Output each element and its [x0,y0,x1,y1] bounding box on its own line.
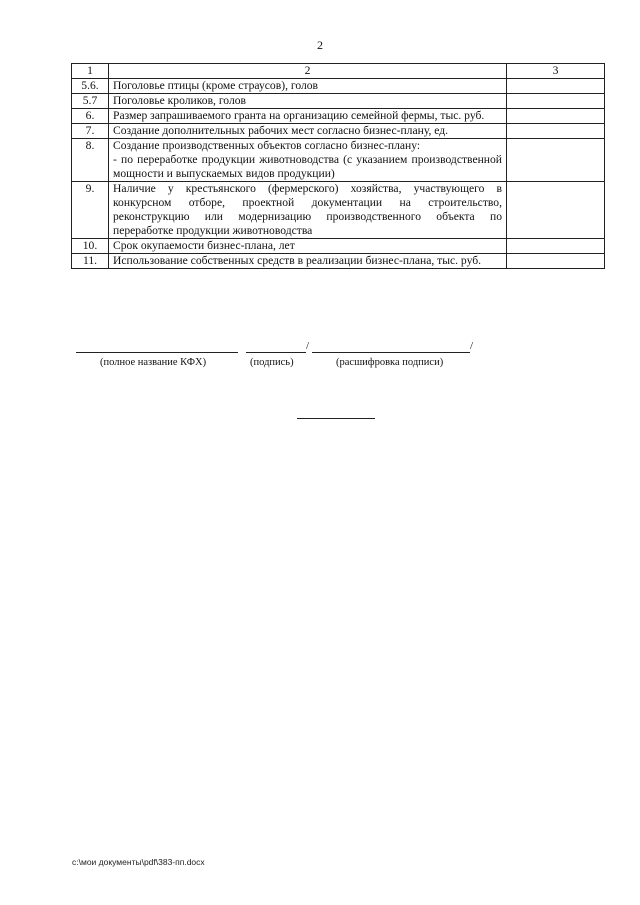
row-text: Создание дополнительных рабочих мест согласно бизнес-плану, ед. [109,124,507,139]
column-header: 3 [507,64,605,79]
table-header-row [72,64,605,79]
page-number: 2 [317,38,323,52]
column-header: 1 [72,64,109,79]
farm-name-line [76,340,238,353]
table-row [72,254,605,269]
row-value [507,124,605,139]
row-text: Срок окупаемости бизнес-плана, лет [109,239,507,254]
signature-slash: / [306,340,310,352]
column-header: 2 [109,64,507,79]
row-number: 8. [72,139,109,182]
row-value [507,254,605,269]
row-value [507,109,605,124]
table-row [72,182,605,239]
row-number: 11. [72,254,109,269]
row-text: Поголовье кроликов, голов [109,94,507,109]
row-text: Наличие у крестьянского (фермерского) хозяйства, участвующего в конкурсном отборе, проектной документации на строительство, реконструкцию или модернизацию производственного объекта по переработке продукции животноводства [109,182,507,239]
row-value [507,94,605,109]
row-number: 7. [72,124,109,139]
row-text: Использование собственных средств в реализации бизнес-плана, тыс. руб. [109,254,507,269]
row-number: 6. [72,109,109,124]
row-value [507,239,605,254]
decoding-slash: / [470,340,474,352]
table-row [72,79,605,94]
file-path-footer: c:\мои документы\pdf\383-пп.docx [72,857,205,867]
indicators-table [71,63,605,269]
row-text: Размер запрашиваемого гранта на организацию семейной фермы, тыс. руб. [109,109,507,124]
decoding-line [312,340,470,353]
end-of-document-rule [297,418,375,419]
decoding-caption: (расшифровка подписи) [336,357,444,368]
row-text: Создание производственных объектов согласно бизнес-плану: [113,139,421,152]
row-number: 5.7 [72,94,109,109]
farm-name-caption: (полное название КФХ) [100,357,207,368]
row-subtext: - по переработке продукции животноводства (с указанием производственной мощности и выпускаемых видов продукции) [113,153,502,180]
table-row [72,109,605,124]
signature-line [246,340,306,353]
signature-caption: (подпись) [250,357,294,368]
row-number: 10. [72,239,109,254]
row-number: 9. [72,182,109,239]
row-text: Поголовье птицы (кроме страусов), голов [109,79,507,94]
table-row [72,239,605,254]
table-row [72,124,605,139]
signature-block [0,340,640,380]
row-value [507,79,605,94]
table-row [72,94,605,109]
row-number: 5.6. [72,79,109,94]
table-row [72,139,605,182]
row-text-block [109,139,507,182]
row-value [507,139,605,182]
row-value [507,182,605,239]
